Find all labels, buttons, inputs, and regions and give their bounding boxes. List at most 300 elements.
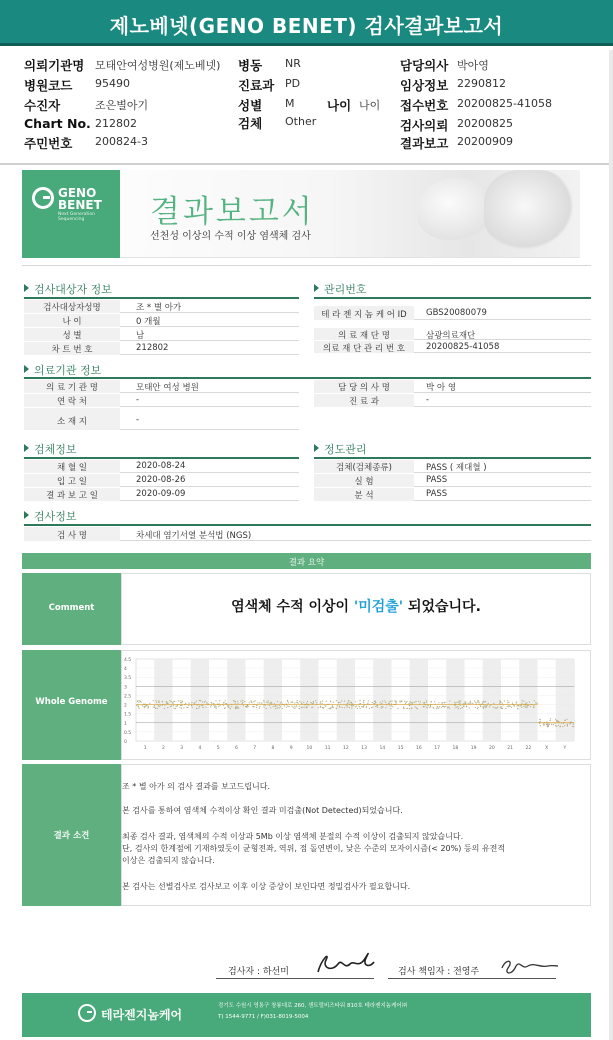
data-point (155, 700, 156, 701)
data-point (206, 702, 207, 703)
data-point (284, 705, 285, 706)
data-point (341, 700, 342, 701)
data-point (507, 700, 508, 701)
table-row (314, 380, 591, 393)
data-point (323, 707, 324, 708)
data-point (255, 700, 256, 701)
data-point (539, 719, 540, 720)
data-point (483, 708, 484, 709)
data-point (280, 706, 281, 707)
x-tick-label: 10 (306, 746, 313, 751)
data-point (392, 706, 393, 707)
logo-tagline: Next Generation Sequencing (58, 212, 96, 222)
data-point (410, 701, 411, 702)
table-row (24, 314, 299, 327)
data-point (320, 701, 321, 702)
data-point (210, 706, 211, 707)
data-point (359, 700, 360, 701)
inspector-signature (312, 946, 378, 980)
data-point (449, 708, 450, 709)
data-point (406, 702, 407, 703)
x-tick-label: 15 (397, 746, 404, 751)
arrow-icon (314, 444, 319, 452)
data-point (456, 707, 457, 708)
data-point (336, 700, 337, 701)
hdr-label: Chart No. (24, 116, 91, 131)
data-point (486, 707, 487, 708)
data-point (275, 708, 276, 709)
data-point (523, 701, 524, 702)
data-point (438, 708, 439, 709)
banner-heading: 결과보고서 (150, 194, 315, 230)
data-point (179, 707, 180, 708)
footer-company: 테라젠지놈케어 (101, 1008, 183, 1022)
section-title-mgmt (314, 281, 367, 297)
data-point (301, 707, 302, 708)
data-point (369, 708, 370, 709)
data-point (423, 706, 424, 707)
x-tick-label: 19 (470, 746, 477, 751)
data-point (269, 703, 270, 704)
row-value: 212802 (136, 343, 169, 353)
data-point (302, 707, 303, 708)
data-point (404, 708, 405, 709)
data-point (375, 701, 376, 702)
data-point (508, 702, 509, 703)
data-point (405, 703, 406, 704)
data-point (537, 703, 538, 704)
data-point (507, 706, 508, 707)
x-tick-label: 1 (143, 746, 147, 751)
opinion-line: 조 * 별 아가 의 검사 결과를 보고드립니다. (122, 782, 270, 791)
data-point (185, 703, 186, 704)
data-point (138, 706, 139, 707)
data-point (564, 725, 565, 726)
data-point (527, 705, 528, 706)
x-tick-label: 22 (525, 746, 532, 751)
data-point (236, 706, 237, 707)
data-point (406, 708, 407, 709)
data-point (173, 708, 174, 709)
manager-signature (498, 954, 560, 978)
data-point (454, 702, 455, 703)
data-point (158, 705, 159, 706)
row-value: PASS ( 제대혈 ) (426, 463, 487, 473)
data-point (424, 706, 425, 707)
data-point (289, 706, 290, 707)
theragen-logo-icon (78, 1004, 96, 1022)
data-point (375, 702, 376, 703)
data-point (149, 703, 150, 704)
data-point (482, 701, 483, 702)
row-key: 담 당 의 사 명 (314, 380, 414, 393)
data-point (224, 702, 225, 703)
opinion-line: 최종 검사 결과, 염색체의 수적 이상과 5Mb 이상 염색체 분절의 수적 이상이 검출되지 않았습니다. (122, 832, 464, 841)
y-tick-label: 2.5 (124, 694, 132, 700)
whole-genome-label: Whole Genome (22, 650, 121, 760)
x-tick-label: 6 (234, 746, 238, 751)
data-point (299, 708, 300, 709)
comment-box (121, 573, 591, 645)
data-point (266, 708, 267, 709)
data-point (381, 706, 382, 707)
row-value: 박 아 영 (426, 383, 457, 393)
data-point (250, 700, 251, 701)
x-tick-label: 11 (324, 746, 331, 751)
hdr-value: PD (285, 77, 301, 90)
data-point (558, 725, 559, 726)
data-point (454, 705, 455, 706)
data-point (458, 706, 459, 707)
comment-highlight: '미검출' (353, 599, 404, 615)
data-point (523, 706, 524, 707)
y-tick-label: 4 (124, 667, 127, 673)
data-point (246, 707, 247, 708)
data-point (382, 701, 383, 702)
x-tick-label: 17 (434, 746, 440, 751)
data-point (186, 707, 187, 708)
whole-genome-box (121, 650, 591, 760)
data-point (203, 707, 204, 708)
data-point (166, 701, 167, 702)
logo-text-line2: BENET (58, 198, 102, 212)
genobenet-logo-icon (32, 187, 54, 209)
hdr-value: 2290812 (457, 77, 506, 90)
data-point (381, 703, 382, 704)
data-point (424, 702, 425, 703)
data-point (228, 707, 229, 708)
hdr-label: 담당의사 (400, 58, 449, 73)
data-point (555, 725, 556, 726)
page-edge-shadow (609, 50, 613, 1040)
data-point (237, 701, 238, 702)
chromosome-band (410, 659, 428, 741)
data-point (467, 703, 468, 704)
data-point (349, 707, 350, 708)
data-point (395, 701, 396, 702)
data-point (490, 705, 491, 706)
data-point (155, 708, 156, 709)
data-point (363, 702, 364, 703)
patient-header (0, 50, 613, 162)
data-point (322, 703, 323, 704)
x-tick-label: 12 (343, 746, 349, 751)
comment-text (122, 596, 590, 616)
data-point (270, 702, 271, 703)
data-point (191, 702, 192, 703)
data-point (347, 707, 348, 708)
data-point (144, 706, 145, 707)
row-key: 검체(검체종류) (314, 460, 414, 473)
data-point (333, 702, 334, 703)
data-point (266, 702, 267, 703)
data-point (372, 707, 373, 708)
data-point (420, 701, 421, 702)
data-point (477, 701, 478, 702)
report-title: 제노베넷(GENO BENET) 검사결과보고서 (109, 14, 504, 38)
data-point (331, 707, 332, 708)
data-point (372, 702, 373, 703)
data-point (455, 707, 456, 708)
data-point (167, 702, 168, 703)
data-point (368, 700, 369, 701)
data-point (268, 702, 269, 703)
row-key: 성 별 (24, 328, 120, 341)
data-point (315, 700, 316, 701)
logo-text-line1: GENO (58, 186, 97, 200)
data-point (478, 702, 479, 703)
data-point (158, 701, 159, 702)
data-point (484, 702, 485, 703)
data-point (288, 702, 289, 703)
data-point (316, 702, 317, 703)
data-point (502, 708, 503, 709)
data-point (180, 700, 181, 701)
data-point (426, 700, 427, 701)
row-key: 검 사 명 (24, 527, 120, 541)
data-point (465, 703, 466, 704)
test-table (24, 527, 591, 543)
data-point (307, 701, 308, 702)
table-row (24, 460, 299, 473)
row-value: PASS (426, 475, 448, 485)
table-row (24, 527, 591, 541)
data-point (322, 700, 323, 701)
data-point (216, 708, 217, 709)
table-row (314, 341, 591, 353)
data-point (439, 706, 440, 707)
data-point (237, 703, 238, 704)
row-key: 결 과 보 고 일 (24, 488, 120, 501)
hdr-label: 성별 (238, 98, 263, 113)
data-point (521, 703, 522, 704)
row-key: 소 재 지 (24, 408, 120, 430)
data-point (558, 721, 559, 722)
data-point (320, 706, 321, 707)
arrow-icon (24, 365, 29, 373)
data-point (137, 701, 138, 702)
table-row (314, 394, 591, 407)
x-tick-label: Y (563, 746, 567, 751)
arrow-icon (24, 511, 29, 519)
data-point (475, 707, 476, 708)
data-point (264, 707, 265, 708)
section-title-institution (24, 362, 101, 378)
data-point (348, 702, 349, 703)
data-point (501, 706, 502, 707)
data-point (146, 705, 147, 706)
data-point (517, 706, 518, 707)
data-point (517, 708, 518, 709)
row-key: 채 혈 일 (24, 460, 120, 473)
data-point (357, 708, 358, 709)
row-value: 삼광의료재단 (426, 331, 476, 341)
data-point (306, 703, 307, 704)
data-point (344, 701, 345, 702)
data-point (462, 707, 463, 708)
data-point (352, 706, 353, 707)
data-point (303, 702, 304, 703)
data-point (242, 703, 243, 704)
data-point (154, 707, 155, 708)
data-point (347, 703, 348, 704)
data-point (463, 705, 464, 706)
data-point (403, 706, 404, 707)
data-point (470, 702, 471, 703)
data-point (543, 723, 544, 724)
data-point (534, 700, 535, 701)
x-tick-label: 3 (180, 746, 184, 751)
hdr-label: 검체 (238, 116, 263, 131)
table-row (314, 328, 591, 340)
data-point (142, 705, 143, 706)
hdr-value: 20200909 (457, 135, 513, 148)
data-point (390, 708, 391, 709)
data-point (205, 707, 206, 708)
data-point (374, 703, 375, 704)
data-point (448, 707, 449, 708)
baby-foot-image (484, 170, 574, 250)
hdr-label: 결과보고 (400, 136, 449, 151)
row-value: 2020-08-26 (136, 475, 186, 485)
x-tick-label: 13 (361, 746, 367, 751)
data-point (363, 700, 364, 701)
hdr-label: 주민번호 (24, 136, 73, 151)
hdr-label: 접수번호 (400, 98, 449, 113)
data-point (336, 707, 337, 708)
data-point (416, 707, 417, 708)
data-point (194, 702, 195, 703)
data-point (493, 707, 494, 708)
section-underline (314, 297, 591, 299)
hdr-value: Other (285, 115, 317, 128)
manager-name: 검사 책임자 : 전영주 (398, 967, 480, 977)
chromosome-band (446, 659, 464, 741)
data-point (562, 726, 563, 727)
data-point (382, 707, 383, 708)
hdr-value: 조은별아기 (95, 99, 149, 112)
data-point (411, 702, 412, 703)
data-point (572, 726, 573, 727)
data-point (339, 706, 340, 707)
data-point (443, 706, 444, 707)
data-point (516, 701, 517, 702)
subject-info-table (24, 300, 299, 356)
data-point (148, 706, 149, 707)
data-point (409, 708, 410, 709)
y-tick-label: 3 (124, 685, 127, 691)
comment-text-post: 되었습니다. (403, 599, 481, 615)
data-point (259, 708, 260, 709)
data-point (191, 705, 192, 706)
data-point (162, 701, 163, 702)
chromosome-band (373, 659, 391, 741)
data-point (181, 702, 182, 703)
section-title-test (24, 508, 77, 524)
data-point (301, 703, 302, 704)
data-point (313, 702, 314, 703)
section-title-text: 관리번호 (324, 283, 367, 296)
data-point (409, 703, 410, 704)
data-point (294, 708, 295, 709)
data-point (472, 703, 473, 704)
hdr-label: 의뢰기관명 (24, 58, 85, 73)
footer-address: 경기도 수원시 영통구 창룡대로 260, 센트럴비즈타워 810호 테라젠지놈케어㈜ (218, 1003, 408, 1009)
data-point (344, 707, 345, 708)
banner-subheading: 선천성 이상의 수적 이상 염색체 검사 (150, 231, 311, 242)
row-key: 실 험 (314, 474, 414, 487)
data-point (366, 707, 367, 708)
x-tick-label: 9 (289, 746, 293, 751)
row-value: 0 개월 (136, 317, 161, 327)
data-point (555, 719, 556, 720)
table-row (24, 380, 299, 393)
data-point (224, 708, 225, 709)
data-point (508, 706, 509, 707)
data-point (279, 707, 280, 708)
data-point (175, 708, 176, 709)
hdr-label: 임상정보 (400, 78, 449, 93)
data-point (138, 702, 139, 703)
genobenet-logo (22, 170, 120, 258)
data-point (484, 705, 485, 706)
data-point (463, 703, 464, 704)
section-title-subject (24, 281, 112, 297)
data-point (240, 701, 241, 702)
data-point (259, 706, 260, 707)
summary-title: 결과 요약 (288, 558, 325, 568)
data-point (257, 702, 258, 703)
data-point (227, 706, 228, 707)
data-point (263, 700, 264, 701)
y-tick-label: 0 (124, 740, 127, 745)
data-point (399, 700, 400, 701)
data-point (548, 726, 549, 727)
data-point (218, 706, 219, 707)
x-tick-label: 16 (416, 746, 422, 751)
data-point (474, 700, 475, 701)
data-point (460, 708, 461, 709)
table-row (24, 394, 299, 407)
data-point (261, 703, 262, 704)
hdr-value: 나이 (359, 99, 381, 112)
data-point (355, 706, 356, 707)
data-point (196, 708, 197, 709)
data-point (226, 703, 227, 704)
data-point (172, 702, 173, 703)
opinion-label: 결과 소견 (22, 764, 121, 906)
data-point (505, 708, 506, 709)
data-point (276, 705, 277, 706)
row-value: - (426, 395, 430, 405)
data-point (436, 708, 437, 709)
data-point (550, 720, 551, 721)
data-point (511, 707, 512, 708)
row-key: 테 라 젠 지 놈 케 어 ID (314, 306, 414, 320)
data-point (292, 706, 293, 707)
x-tick-label: 14 (379, 746, 386, 751)
hdr-label: 병원코드 (24, 78, 73, 93)
data-point (493, 703, 494, 704)
row-value: 2020-09-09 (136, 489, 186, 499)
data-point (173, 705, 174, 706)
data-point (204, 702, 205, 703)
data-point (280, 702, 281, 703)
data-point (466, 706, 467, 707)
data-point (304, 707, 305, 708)
data-point (139, 708, 140, 709)
hdr-value: 20200825 (457, 117, 513, 130)
